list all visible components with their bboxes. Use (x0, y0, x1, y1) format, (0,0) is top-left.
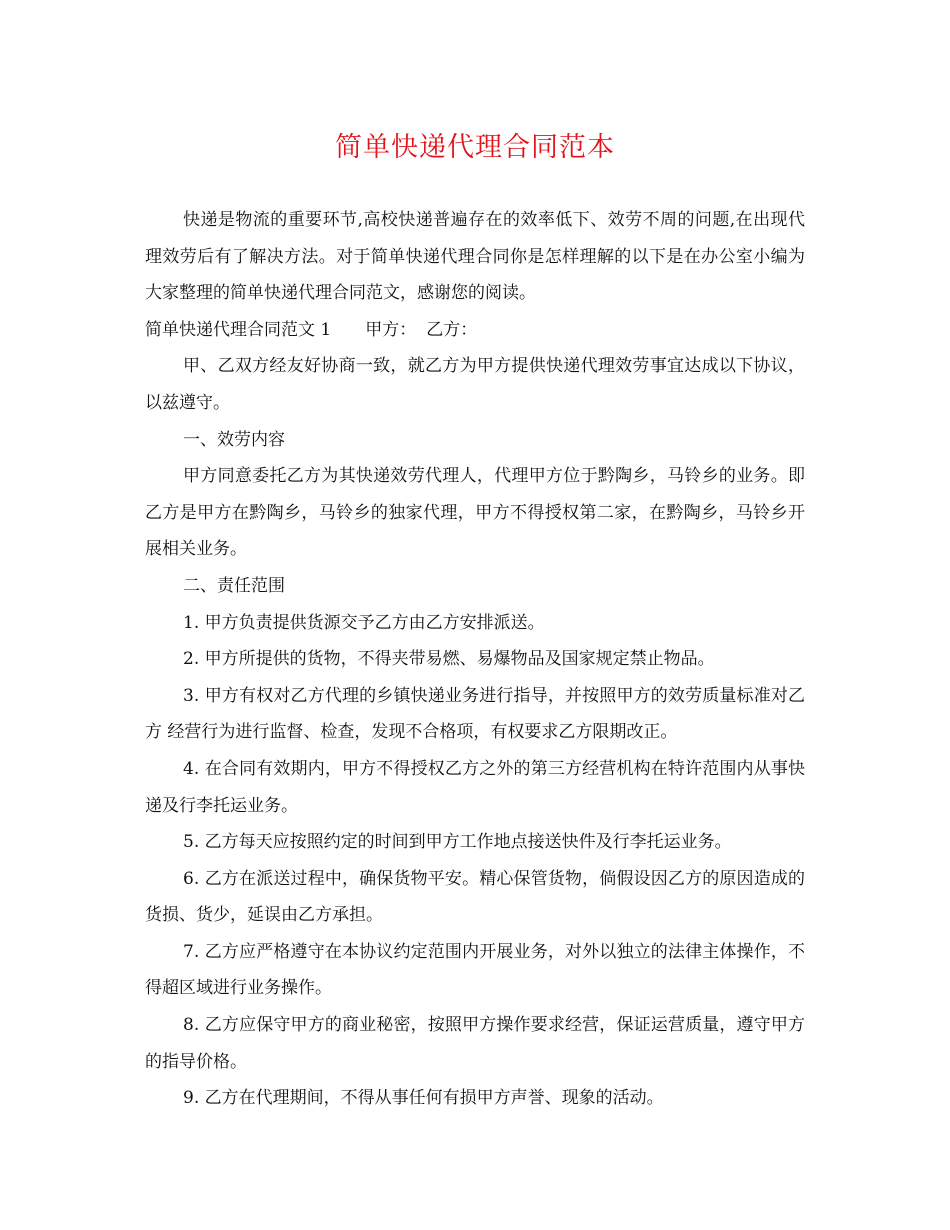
intro-paragraph: 快递是物流的重要环节,高校快递普遍存在的效率低下、效劳不周的问题,在出现代理效劳后有了解决方法。对于简单快递代理合同你是怎样理解的以下是在办公室小编为大家整理的简单快递代理合同范文，感谢您的阅读。 (145, 210, 805, 304)
clause-item: 1. 甲方负责提供货源交予乙方由乙方安排派送。 (183, 612, 545, 633)
preamble-paragraph: 甲、乙双方经友好协商一致，就乙方为甲方提供快递代理效劳事宜达成以下协议，以兹遵守。 (145, 356, 805, 413)
section-1-paragraph: 甲方同意委托乙方为其快递效劳代理人，代理甲方位于黔陶乡，马铃乡的业务。即乙方是甲方在黔陶乡，马铃乡的独家代理，甲方不得授权第二家，在黔陶乡，马铃乡开展相关业务。 (145, 466, 805, 560)
clause-item: 8. 乙方应保守甲方的商业秘密，按照甲方操作要求经营，保证运营质量，遵守甲方的指导价格。 (145, 1015, 805, 1072)
clause-item: 5. 乙方每天应按照约定的时间到甲方工作地点接送快件及行李托运业务。 (183, 832, 732, 853)
clause-item: 7. 乙方应严格遵守在本协议约定范围内开展业务，对外以独立的法律主体操作，不得超区域进行业务操作。 (145, 941, 805, 999)
party-b-label: 乙方： (426, 319, 478, 340)
sample-heading-line (145, 312, 805, 349)
sample-heading: 简单快递代理合同范文 1 (145, 319, 332, 340)
section-2-title: 二、责任范围 (183, 575, 285, 596)
clause-item: 9. 乙方在代理期间，不得从事任何有损甲方声誉、现象的活动。 (183, 1088, 664, 1109)
clause-item: 2. 甲方所提供的货物，不得夹带易燃、易爆物品及国家规定禁止物品。 (183, 649, 715, 670)
clause-item: 3. 甲方有权对乙方代理的乡镇快递业务进行指导，并按照甲方的效劳质量标准对乙方 经营行为进行监督、检查，发现不合格项，有权要求乙方限期改正。 (145, 685, 805, 743)
clause-item: 4. 在合同有效期内，甲方不得授权乙方之外的第三方经营机构在特许范围内从事快递及行李托运业务。 (145, 758, 805, 816)
clause-item: 6. 乙方在派送过程中，确保货物平安。精心保管货物，倘假设因乙方的原因造成的货损、货少，延误由乙方承担。 (145, 868, 805, 926)
party-a-label: 甲方： (365, 319, 417, 340)
section-1-title: 一、效劳内容 (183, 429, 285, 450)
document-title: 简单快递代理合同范本 (335, 132, 615, 163)
document-body (145, 202, 805, 1117)
